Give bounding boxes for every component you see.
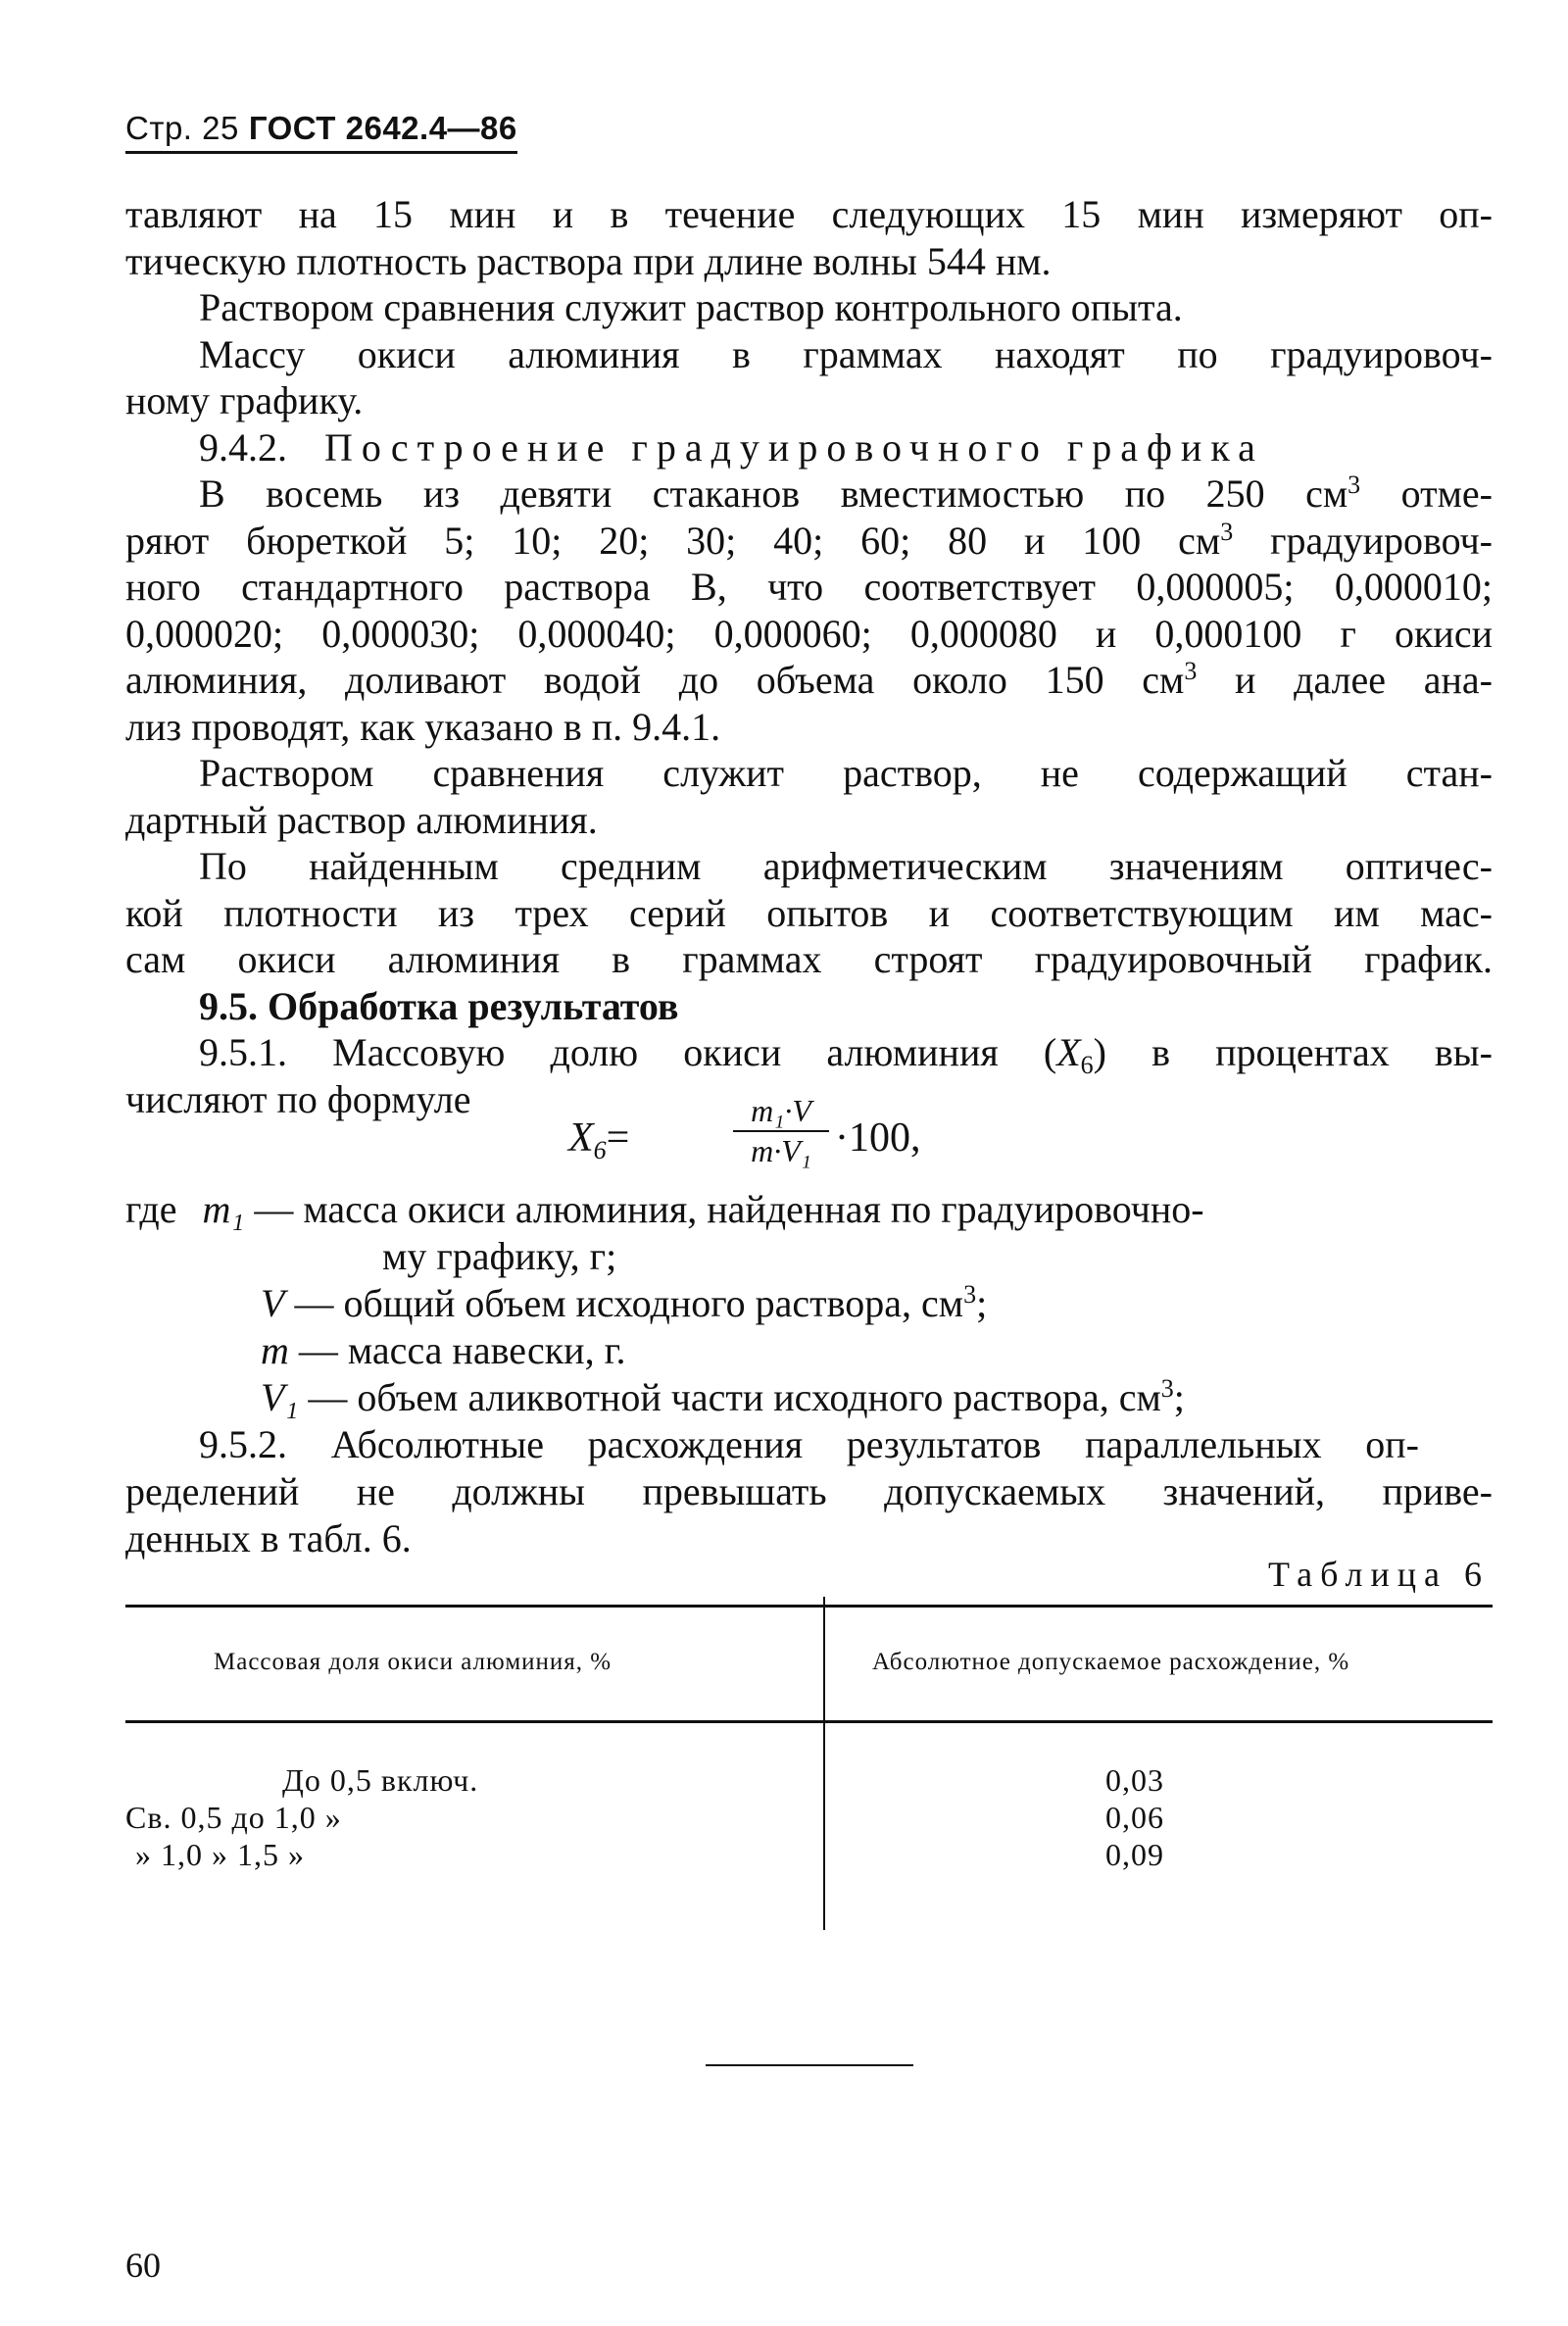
text-line: Раствором сравнения служит раствор контрольного опыта.	[199, 285, 1183, 329]
text-line: Раствором сравнения служит раствор, не содержащий стан-	[199, 751, 1493, 795]
formula-denominator: m·V₁	[751, 1133, 811, 1168]
section-heading-942	[125, 424, 1493, 471]
table-column-divider	[823, 1597, 825, 1930]
text-line: тическую плотность раствора при длине волны 544 нм.	[125, 238, 1052, 283]
definition-v: V — общий объем исходного раствора, $см^3$;	[261, 1280, 988, 1325]
table-caption: Таблица 6	[1268, 1555, 1490, 1594]
page-label: Стр. 25	[125, 110, 239, 146]
table-header-rule	[125, 1720, 1493, 1723]
text-line: алюминия, доливают водой до объема около 150 $см^3$ и далее ана-	[125, 657, 1493, 702]
section-title: Построение градуировочного графика	[324, 424, 1264, 470]
text-line: ряют бюреткой 5; 10; 20; 30; 40; 60; 80 и 100 $см^3$ градуировоч-	[125, 517, 1494, 563]
table-cell: До 0,5 включ.	[282, 1762, 479, 1798]
text-line: Массу окиси алюминия в граммах находят по градуировоч-	[199, 331, 1493, 376]
variable-definitions	[125, 1186, 1493, 1562]
table-column-2	[1105, 1761, 1164, 1873]
section-heading-95: 9.5. Обработка результатов	[199, 983, 679, 1028]
formula-fraction	[733, 1093, 829, 1169]
text-line: ределений не должны превышать допускаемых значений, приве-	[125, 1469, 1493, 1513]
table-cell: 0,06	[1105, 1800, 1164, 1835]
formula-rhs: ·100,	[835, 1115, 921, 1161]
text-line: денных в табл. 6.	[125, 1516, 412, 1560]
text-line: 9.5.2. Абсолютные расхождения результатов параллельных оп-	[199, 1422, 1419, 1466]
body-text	[125, 191, 1493, 1122]
table-cell: Св. 0,5 до 1,0 »	[125, 1800, 342, 1835]
table-cell: 0,03	[1105, 1762, 1164, 1798]
table-cell: » 1,0 » 1,5 »	[135, 1837, 305, 1872]
text-line: По найденным средним арифметическим значениям оптичес-	[199, 844, 1493, 888]
definition-m1-cont: му графику, г;	[382, 1234, 617, 1278]
text-line: числяют по формуле	[125, 1076, 471, 1121]
text-line: ного стандартного раствора В, что соответствует 0,000005; 0,000010;	[125, 565, 1493, 609]
text-line: сам окиси алюминия в граммах строят градуировочный график.	[125, 937, 1493, 981]
table-header-cell: Абсолютное допускаемое расхождение, %	[872, 1649, 1350, 1675]
text-line: 9.5.1. Массовую долю окиси алюминия $(X_6)$ в процентах вы-	[199, 1030, 1493, 1079]
text-line: В восемь из девяти стаканов вместимостью по 250 $см^3$ отме-	[199, 470, 1493, 516]
formula-numerator: m₁·V	[751, 1093, 811, 1128]
standard-code: ГОСТ 2642.4—86	[248, 110, 517, 146]
definition-m: m — масса навески, г.	[261, 1328, 626, 1372]
text-line: дартный раствор алюминия.	[125, 797, 598, 842]
page-number: 60	[125, 2246, 161, 2285]
table-top-rule	[125, 1605, 1493, 1608]
running-header	[125, 110, 517, 154]
table-cell: 0,09	[1105, 1837, 1164, 1872]
text-line: тавляют на 15 мин и в течение следующих 15 мин измеряют оп-	[125, 192, 1493, 236]
text-line: ному графику.	[125, 378, 364, 422]
text-line: 0,000020; 0,000030; 0,000040; 0,000060; 0,000080 и 0,000100 г окиси	[125, 611, 1493, 656]
definition-v1: V₁ — объем аликвотной части исходного раствора, $см^3$;	[261, 1374, 1185, 1419]
formula-lhs: $X_6=$	[568, 1115, 630, 1164]
table-header-cell: Массовая доля окиси алюминия, %	[214, 1649, 612, 1675]
text-line: лиз проводят, как указано в п. 9.4.1.	[125, 704, 721, 749]
definition-m1: где m₁ — масса окиси алюминия, найденная по градуировочно-	[125, 1187, 1204, 1231]
end-rule	[706, 2064, 913, 2066]
section-number: 9.4.2.	[199, 424, 287, 470]
text-line: кой плотности из трех серий опытов и соответствующим им мас-	[125, 890, 1493, 935]
table-6	[125, 1605, 1493, 1948]
table-column-1	[125, 1761, 547, 1873]
